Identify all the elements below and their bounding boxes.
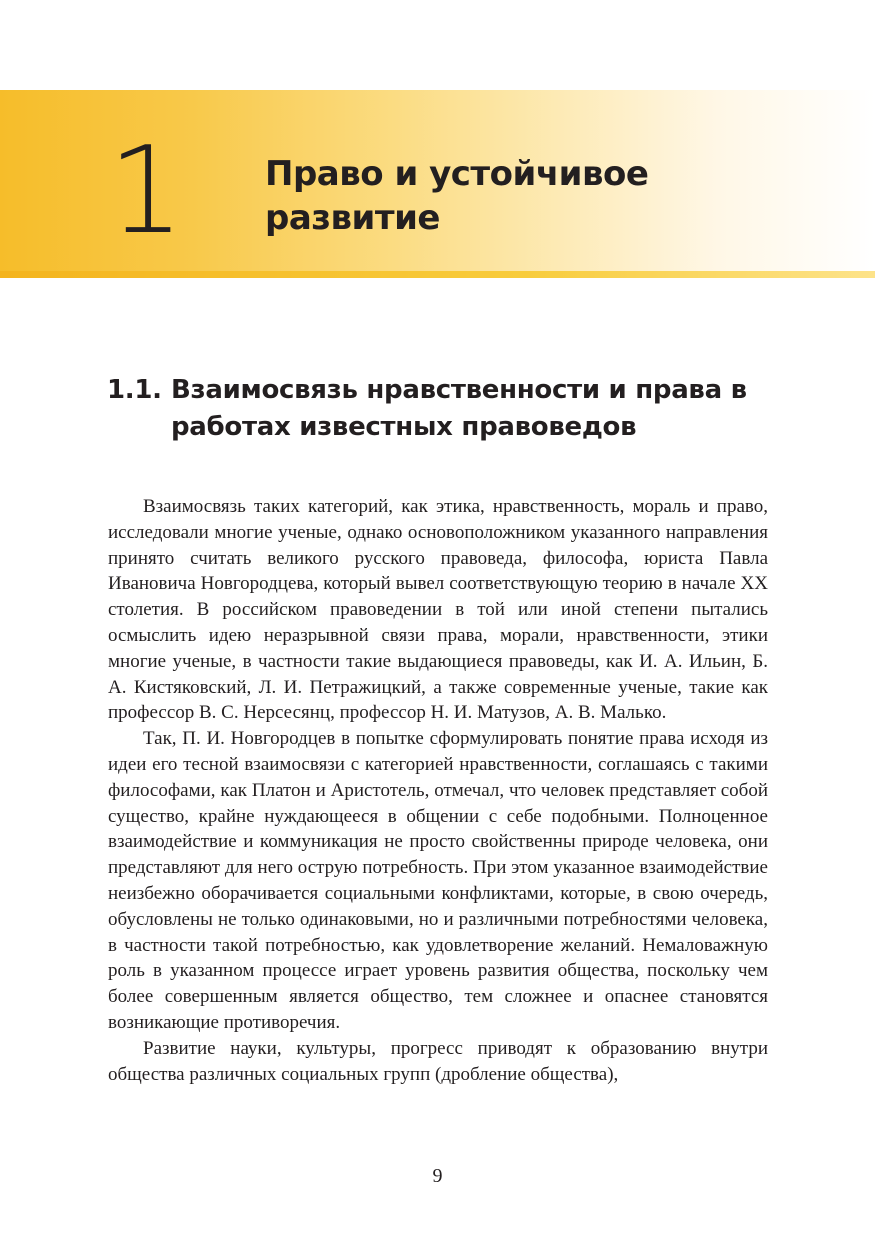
section-title: Взаимосвязь нравственности и права в работах известных правоведов [171, 375, 747, 442]
chapter-title: Право и устойчивое развитие [265, 154, 649, 238]
body-text [108, 494, 768, 1087]
section-heading [107, 372, 787, 446]
section-number: 1.1. [107, 375, 162, 405]
paragraph: Развитие науки, культуры, прогресс приводят к образованию внутри общества различных социальных групп (дробление общества), [108, 1037, 768, 1085]
chapter-banner-rule [0, 271, 875, 278]
page-number: 9 [432, 1165, 443, 1187]
chapter-number: 1 [108, 122, 185, 261]
paragraph: Взаимосвязь таких категорий, как этика, нравственность, мораль и право, исследовали многие ученые, однако основоположником указанного направления принято считать великого русского правоведа, философа, юриста Павла Ивановича Новгородцева, который вывел соответствующую теорию в начале XX столетия. В российском правоведении в той или иной степени пытались осмыслить идею неразрывной связи права, морали, нравственности, этики многие ученые, в частности такие выдающиеся правоведы, как И. А. Ильин, Б. А. Кистяковский, Л. И. Петражицкий, а также современные ученые, такие как профессор В. С. Нерсесянц, профессор Н. И. Матузов, А. В. Малько. [108, 496, 768, 724]
paragraph: Так, П. И. Новгородцев в попытке сформулировать понятие права исходя из идеи его тесной взаимосвязи с категорией нравственности, соглашаясь с такими философами, как Платон и Аристотель, отмечал, что человек представляет собой существо, крайне нуждающееся в общении с себе подобными. Полноценное взаимодействие и коммуникация не просто свойственны природе человека, они представляют для него острую потребность. При этом указанное взаимодействие неизбежно оборачивается социальными конфликтами, которые, в свою очередь, обусловлены не только одинаковыми, но и различными потребностями человека, в частности такой потребностью, как удовлетворение желаний. Немаловажную роль в указанном процессе играет уровень развития общества, поскольку чем более совершенным является общество, тем сложнее и опаснее становятся возникающие противоречия. [108, 728, 768, 1033]
